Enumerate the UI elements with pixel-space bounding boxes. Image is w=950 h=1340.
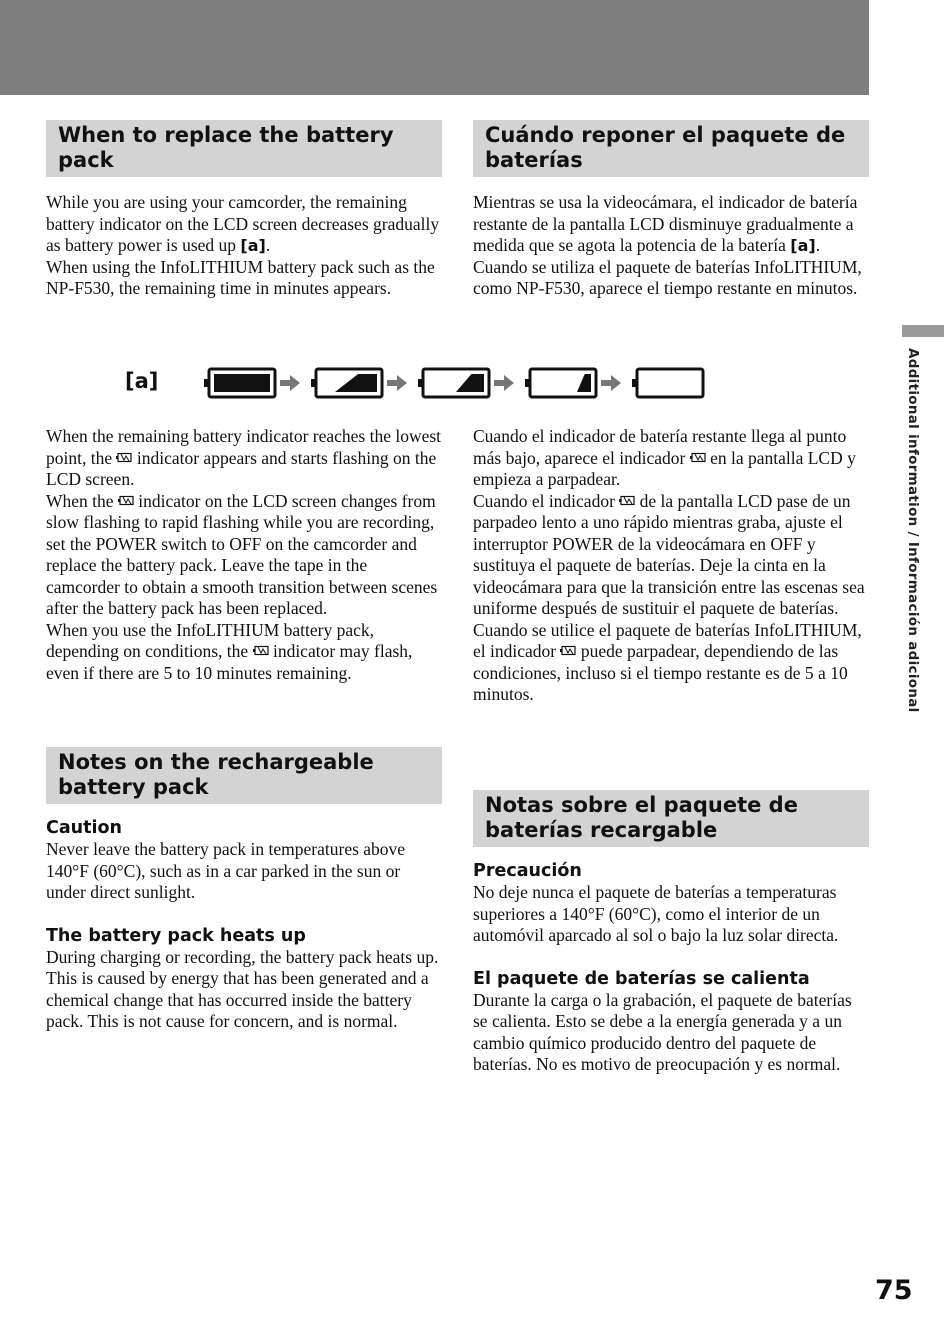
english-notes-section (46, 747, 442, 1033)
spanish-replace-paragraph-5 (473, 620, 869, 706)
arrow-right-icon (387, 375, 407, 391)
battery-warning-icon (253, 645, 269, 656)
battery-indicator-sequence (200, 365, 710, 403)
arrow-right-icon (601, 375, 621, 391)
english-replace-section (46, 120, 442, 300)
battery-level-icon (311, 369, 382, 397)
english-replace-paragraph-2: When using the InfoLITHIUM battery pack such as the NP-F530, the remaining time in minutes appears. (46, 256, 435, 298)
battery-warning-icon (118, 495, 134, 506)
english-replace-paragraph-5 (46, 620, 442, 685)
spanish-replace-continued (473, 426, 869, 706)
english-replace-paragraph-4 (46, 491, 442, 620)
english-caution-text: Never leave the battery pack in temperatures above 140°F (60°C), such as in a car parked in the sun or under direct sunlight. (46, 839, 406, 902)
battery-level-icon (204, 369, 275, 397)
spanish-p5-b: puede parpadear, dependiendo de las condiciones, incluso si el tiempo restante es de 5 a 10 minutos. (473, 641, 848, 704)
english-p3-a: When the remaining battery indicator reaches the lowest point, the (46, 426, 442, 468)
spanish-p3-b: en la pantalla LCD y empieza a parpadear. (473, 447, 856, 489)
spanish-heats-heading: El paquete de baterías se calienta (473, 968, 810, 989)
spanish-p5-a: Cuando se utilice el paquete de baterías InfoLITHIUM, el indicador (473, 619, 862, 661)
figure-label: [a] (125, 369, 159, 393)
spanish-p4-a: Cuando el indicador (473, 490, 620, 511)
battery-warning-icon (690, 452, 706, 463)
arrow-right-icon (280, 375, 300, 391)
battery-warning-icon (116, 452, 132, 463)
section-tab-marker (902, 325, 944, 337)
figure-ref: [a] (240, 236, 266, 255)
spanish-replace-section (473, 120, 869, 300)
english-p5-b: indicator may flash, even if there are 5 to 10 minutes remaining. (46, 641, 413, 683)
english-p3-b: indicator appears and starts flashing on the LCD screen. (46, 447, 437, 489)
spanish-caution-heading: Precaución (473, 861, 582, 881)
figure-ref: [a] (790, 236, 816, 255)
battery-warning-icon (560, 645, 576, 656)
spanish-replace-paragraph-2: Cuando se utiliza el paquete de baterías InfoLITHIUM, como NP-F530, aparece el tiempo restante en minutos. (473, 256, 862, 298)
battery-warning-icon (619, 495, 635, 506)
english-replace-continued (46, 426, 442, 684)
english-p1-end: . (265, 235, 271, 255)
battery-level-icon (525, 369, 596, 397)
spanish-replace-paragraph-4 (473, 491, 869, 620)
side-section-label: Additional information / Información adicional (905, 348, 921, 713)
spanish-p1-text: Mientras se usa la videocámara, el indicador de batería restante de la pantalla LCD disminuye gradualmente a medida que se agota la potencia de la batería (473, 192, 858, 255)
english-p1-text: While you are using your camcorder, the remaining battery indicator on the LCD screen decreases gradually as battery power is used up (46, 192, 440, 255)
spanish-p4-b: de la pantalla LCD pase de un parpadeo lento a uno rápido mientras graba, ajuste el interruptor POWER de la videocámara en OFF y sustituya el paquete de baterías. Deje la cinta en la videocámara para que la transición entre las escenas sea uniforme después de sustituir el paquete de baterías. (473, 490, 865, 618)
english-p4-a: When the (46, 490, 118, 511)
english-heats-text: During charging or recording, the battery pack heats up. This is caused by energy that has been generated and a chemical change that has occurred inside the battery pack. This is not cause for concern, and is normal. (46, 946, 439, 1031)
english-replace-heading: When to replace the battery pack (46, 120, 442, 177)
spanish-notes-section (473, 790, 869, 1076)
english-caution-heading: Caution (46, 818, 122, 838)
spanish-p1-end: . (815, 235, 821, 255)
english-p4-b: indicator on the LCD screen changes from slow flashing to rapid flashing while you are recording, set the POWER switch to OFF on the camcorder and replace the battery pack. Leave the tape in the camcorder to obtain a smooth transition between scenes after the battery pack has been replaced. (46, 490, 438, 618)
english-replace-paragraph-1 (46, 192, 442, 257)
spanish-caution-text: No deje nunca el paquete de baterías a temperaturas superiores a 140°F (60°C), como el interior de un automóvil aparcado al sol o bajo la luz solar directa. (473, 882, 839, 945)
spanish-heats-text: Durante la carga o la grabación, el paquete de baterías se calienta. Esto se debe a la energía generada y a un cambio químico producido dentro del paquete de baterías. No es motivo de preocupación y es normal. (473, 989, 852, 1074)
english-notes-heading: Notes on the rechargeable battery pack (46, 747, 442, 804)
english-replace-paragraph-3 (46, 426, 442, 491)
arrow-right-icon (494, 375, 514, 391)
battery-level-icon (632, 369, 703, 397)
spanish-notes-heading: Notas sobre el paquete de baterías recargable (473, 790, 869, 847)
english-heats-heading: The battery pack heats up (46, 925, 306, 946)
spanish-replace-heading: Cuándo reponer el paquete de baterías (473, 120, 869, 177)
english-p5-a: When you use the InfoLITHIUM battery pack, depending on conditions, the (46, 619, 375, 661)
page-number: 75 (875, 1275, 913, 1306)
spanish-p3-a: Cuando el indicador de batería restante llega al punto más bajo, aparece el indicador (473, 426, 847, 468)
battery-level-icon (418, 369, 489, 397)
header-bar (0, 0, 869, 95)
spanish-replace-paragraph-1 (473, 192, 869, 257)
spanish-replace-paragraph-3 (473, 426, 869, 491)
